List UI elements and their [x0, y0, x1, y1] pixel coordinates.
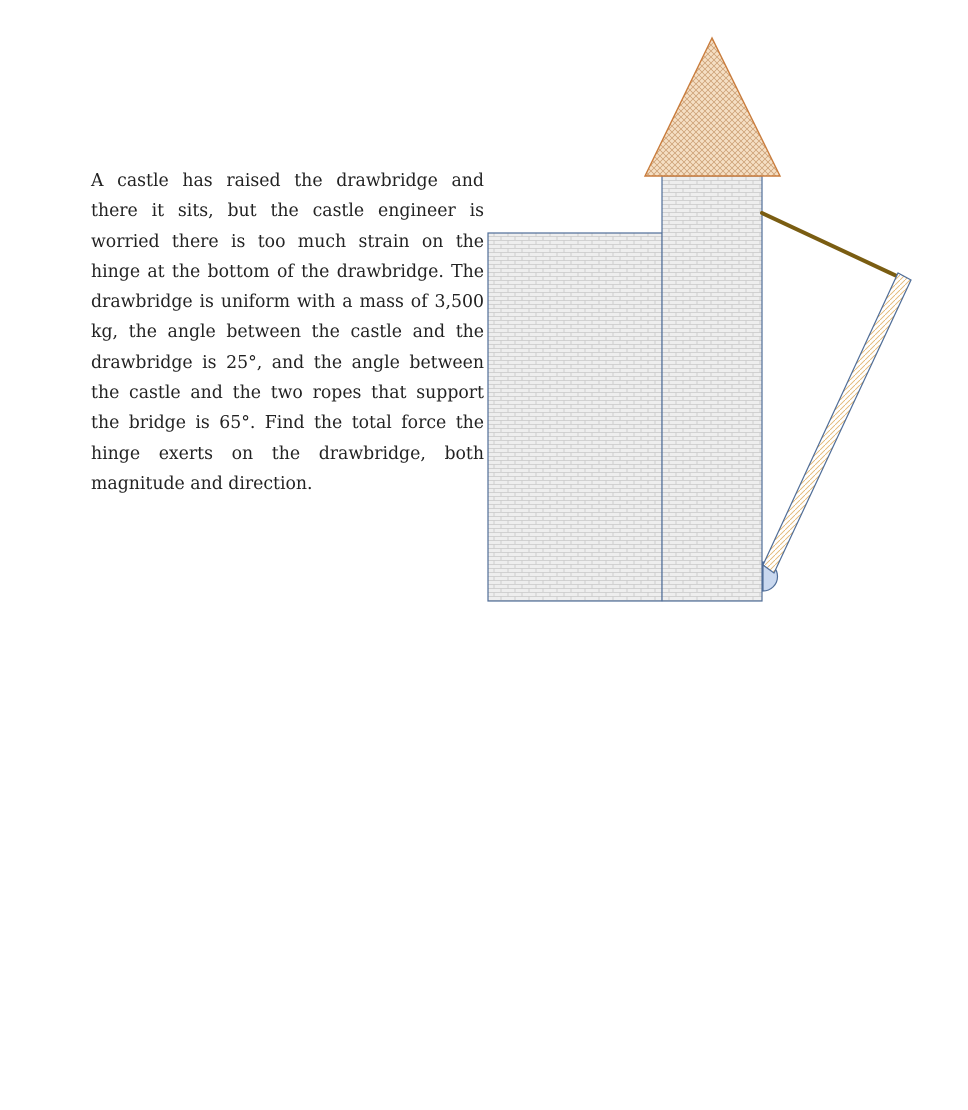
- drawbridge: [763, 273, 911, 573]
- problem-statement: A castle has raised the drawbridge and there it sits, but the castle engineer is worried there is too much strain on the hinge at the bottom of the drawbridge. The drawbridge is uniform with a mass of 3,500 kg, the angle between the castle and the drawbridge is 25°, and the angle between the castle and the two ropes that support the bridge is 65°. Find the total force the hinge exerts on the drawbridge, both magnitude and direction.: [91, 171, 484, 494]
- tower-roof: [645, 38, 780, 176]
- support-rope: [762, 213, 901, 278]
- castle-wall: [488, 233, 662, 601]
- castle-tower: [662, 176, 762, 601]
